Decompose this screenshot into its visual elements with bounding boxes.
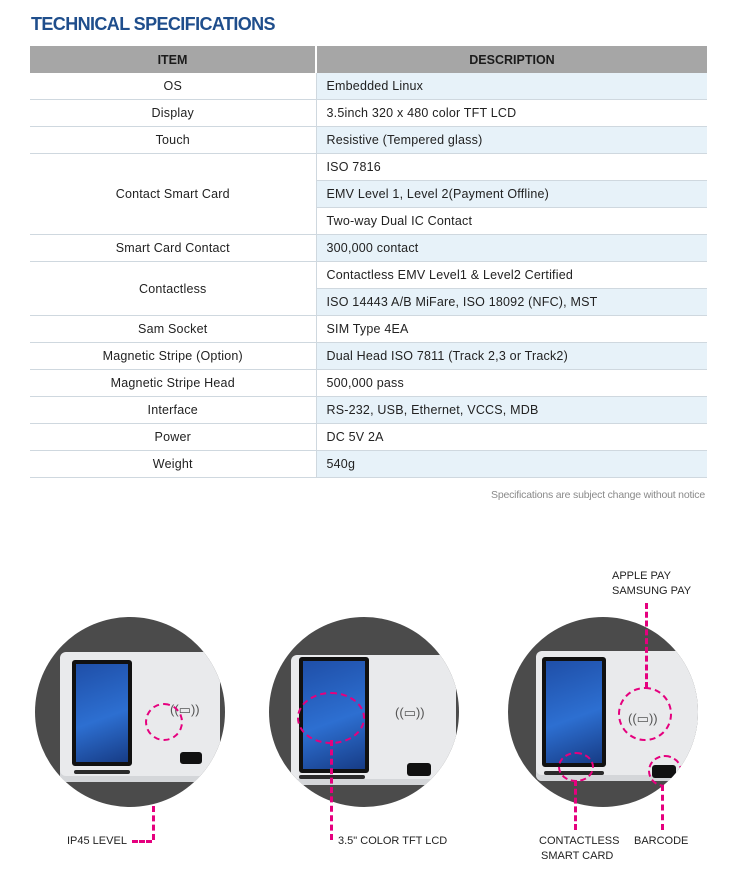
table-row: [30, 262, 707, 289]
callout-line: [330, 740, 333, 840]
spec-description: Two-way Dual IC Contact: [316, 208, 707, 235]
spec-description: Contactless EMV Level1 & Level2 Certified: [316, 262, 707, 289]
spec-description: RS-232, USB, Ethernet, VCCS, MDB: [316, 397, 707, 424]
table-row: [30, 343, 707, 370]
table-row: [30, 127, 707, 154]
header-item: ITEM: [30, 46, 316, 73]
table-row: [30, 451, 707, 478]
page-title: TECHNICAL SPECIFICATIONS: [31, 14, 275, 34]
callout-contactless: CONTACTLESS: [539, 835, 620, 847]
product-photo-payment: [508, 617, 698, 807]
product-photo-lcd: [269, 617, 459, 807]
spec-description: SIM Type 4EA: [316, 316, 707, 343]
spec-description: Embedded Linux: [316, 73, 707, 100]
highlight-circle: [297, 692, 365, 744]
highlight-circle: [145, 703, 183, 741]
spec-description: 540g: [316, 451, 707, 478]
callout-line: [661, 785, 664, 830]
spec-table: [30, 46, 707, 478]
spec-description: EMV Level 1, Level 2(Payment Offline): [316, 181, 707, 208]
spec-item: Contactless: [30, 262, 316, 316]
spec-description: Resistive (Tempered glass): [316, 127, 707, 154]
callout-smart-card: SMART CARD: [541, 850, 614, 862]
callout-line: [132, 840, 152, 843]
spec-item: Power: [30, 424, 316, 451]
spec-item: Sam Socket: [30, 316, 316, 343]
highlight-circle: [558, 752, 594, 782]
table-row: [30, 397, 707, 424]
spec-description: 3.5inch 320 x 480 color TFT LCD: [316, 100, 707, 127]
highlight-circle: [648, 755, 682, 787]
table-row: [30, 424, 707, 451]
table-row: [30, 235, 707, 262]
spec-description: Dual Head ISO 7811 (Track 2,3 or Track2): [316, 343, 707, 370]
nfc-icon: ((▭)): [395, 705, 425, 720]
spec-description: DC 5V 2A: [316, 424, 707, 451]
table-row: [30, 73, 707, 100]
disclaimer-note: Specifications are subject change without notice: [491, 489, 705, 501]
highlight-circle: [618, 687, 672, 741]
callout-line: [152, 806, 155, 840]
terminal-screen: [72, 660, 132, 766]
table-row: [30, 370, 707, 397]
card-slot: [74, 770, 130, 774]
table-row: [30, 100, 707, 127]
spec-item: Interface: [30, 397, 316, 424]
table-row: [30, 154, 707, 181]
terminal-screen: [542, 657, 606, 767]
callout-line: [645, 603, 648, 688]
product-photo-ip45: [35, 617, 225, 807]
barcode-window: [407, 763, 431, 776]
nfc-icon: ((▭)): [170, 702, 200, 717]
spec-item: Contact Smart Card: [30, 154, 316, 235]
spec-item: Weight: [30, 451, 316, 478]
spec-description: 500,000 pass: [316, 370, 707, 397]
nfc-icon: ((▭)): [628, 711, 658, 726]
callout-apple-pay: APPLE PAY: [612, 570, 671, 582]
spec-description: ISO 7816: [316, 154, 707, 181]
callout-samsung-pay: SAMSUNG PAY: [612, 585, 692, 597]
callout-barcode: BARCODE: [634, 835, 689, 847]
spec-table-header: [30, 46, 707, 73]
spec-description: ISO 14443 A/B MiFare, ISO 18092 (NFC), MST: [316, 289, 707, 316]
spec-description: 300,000 contact: [316, 235, 707, 262]
spec-item: Display: [30, 100, 316, 127]
header-description: DESCRIPTION: [316, 46, 707, 73]
barcode-window: [180, 752, 202, 764]
terminal-device: [60, 652, 220, 782]
spec-item: Magnetic Stripe (Option): [30, 343, 316, 370]
spec-item: Magnetic Stripe Head: [30, 370, 316, 397]
callout-line: [574, 780, 577, 830]
spec-item: OS: [30, 73, 316, 100]
spec-item: Smart Card Contact: [30, 235, 316, 262]
callout-lcd: 3.5" COLOR TFT LCD: [338, 835, 448, 847]
callout-ip45: IP45 LEVEL: [67, 835, 127, 847]
table-row: [30, 316, 707, 343]
spec-item: Touch: [30, 127, 316, 154]
